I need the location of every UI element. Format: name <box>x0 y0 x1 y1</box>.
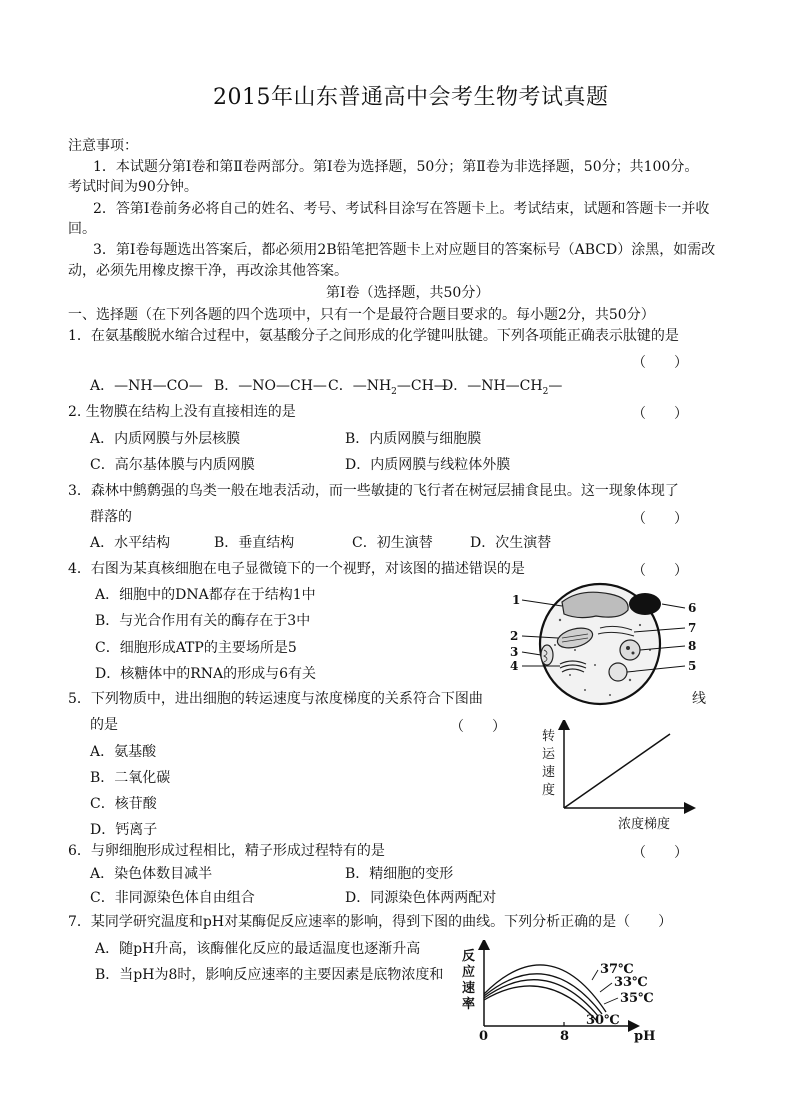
curve-label-33c: 33℃ <box>614 975 648 990</box>
q5-answer-paren: （ ） <box>450 719 506 735</box>
enzyme-rate-chart <box>458 940 658 1044</box>
q1-answer-paren: （ ） <box>632 355 688 371</box>
y-label-char-4: 率 <box>462 997 476 1012</box>
cell-micrograph-diagram <box>500 580 700 708</box>
q5-stem: 5．下列物质中，进出细胞的转运速度与浓度梯度的关系符合下图曲 <box>68 691 483 707</box>
y-label-char-2: 运 <box>542 747 556 762</box>
q1-option-b: B．—NO—CH— <box>214 378 327 394</box>
y-label-char-4: 度 <box>542 783 556 798</box>
q2-option-c: C．高尔基体膜与内质网膜 <box>90 457 255 473</box>
q3-option-c: C．初生演替 <box>352 535 433 551</box>
q3-option-d: D．次生演替 <box>470 535 552 551</box>
q6-stem: 6．与卵细胞形成过程相比，精子形成过程特有的是 <box>68 843 385 859</box>
q3-answer-paren: （ ） <box>632 511 688 527</box>
y-label-char-2: 应 <box>462 965 476 980</box>
q1-option-c: C．$—NH_2—CH—$ <box>328 378 448 397</box>
x-tick-label-0: 0 <box>479 1029 489 1044</box>
q3-option-b: B．垂直结构 <box>214 535 295 551</box>
q6-option-c: C．非同源染色体自由组合 <box>90 890 255 906</box>
q6-option-a: A．染色体数目减半 <box>90 866 213 882</box>
q4-option-d: D．核糖体中的RNA的形成与6有关 <box>95 666 317 682</box>
cell-label-1: 1 <box>512 593 521 607</box>
curve-label-37c: 37℃ <box>600 962 634 977</box>
q3-option-a: A．水平结构 <box>90 535 171 551</box>
y-label-char-1: 转 <box>542 729 556 744</box>
q6-option-d: D．同源染色体两两配对 <box>345 890 497 906</box>
q7-option-b: B．当pH为8时，影响反应速率的主要因素是底物浓度和 <box>95 967 444 983</box>
q7-option-a: A．随pH升高，该酶催化反应的最适温度也逐渐升高 <box>95 941 421 957</box>
y-label-char-1: 反 <box>462 949 476 964</box>
y-label-char-3: 速 <box>462 981 476 996</box>
q5-option-a: A．氨基酸 <box>90 744 157 760</box>
q5-option-b: B．二氧化碳 <box>90 770 171 786</box>
q5-option-d: D．钙离子 <box>90 822 158 838</box>
notice-item-2-cont: 回。 <box>68 221 96 237</box>
cell-label-5: 5 <box>688 659 697 673</box>
cell-label-2: 2 <box>510 629 519 643</box>
series-line <box>564 734 670 808</box>
q2-stem: 2. 生物膜在结构上没有直接相连的是 <box>68 404 296 420</box>
q5-option-c: C．核苷酸 <box>90 796 157 812</box>
notice-item-1: 1．本试题分第Ⅰ卷和第Ⅱ卷两部分。第Ⅰ卷为选择题，50分；第Ⅱ卷为非选择题，50分；共100分。 <box>93 159 699 175</box>
q3-stem-cont: 群落的 <box>90 509 132 525</box>
x-tick-label-8: 8 <box>560 1029 570 1044</box>
q3-stem: 3．森林中鹪鹩强的鸟类一般在地表活动，而一些敏捷的飞行者在树冠层捕食昆虫。这一现象体现了 <box>68 483 679 499</box>
page-title: 2015年山东普通高中会考生物考试真题 <box>213 85 609 110</box>
q2-option-d: D．内质网膜与线粒体外膜 <box>345 457 511 473</box>
q4-answer-paren: （ ） <box>632 563 688 579</box>
cell-label-4: 4 <box>510 659 519 673</box>
q4-stem: 4．右图为某真核细胞在电子显微镜下的一个视野，对该图的描述错误的是 <box>68 561 525 577</box>
q1-option-d: D．$—NH—CH_2—$ <box>442 378 563 397</box>
transport-rate-chart <box>530 720 710 832</box>
cell-label-7: 7 <box>688 621 697 635</box>
notice-heading: 注意事项： <box>68 138 138 154</box>
q2-answer-paren: （ ） <box>632 406 688 422</box>
q2-option-a: A．内质网膜与外层核膜 <box>90 431 241 447</box>
curve-label-35c: 35℃ <box>620 991 654 1006</box>
y-label-char-3: 速 <box>542 765 556 780</box>
q7-stem: 7．某同学研究温度和pH对某酶促反应速率的影响，得到下图的曲线。下列分析正确的是（ ） <box>68 914 673 930</box>
notice-item-2: 2．答第Ⅰ卷前务必将自己的姓名、考号、考试科目涂写在答题卡上。考试结束，试题和答题卡一并收 <box>93 201 710 217</box>
curve-35c <box>484 980 598 1016</box>
q1-option-a: A．—NH—CO— <box>90 378 203 394</box>
section-intro: 一、选择题（在下列各题的四个选项中，只有一个是最符合题目要求的。每小题2分，共50分） <box>68 307 655 323</box>
q4-option-c: C．细胞形成ATP的主要场所是5 <box>95 640 297 656</box>
curve-label-30c: 30℃ <box>586 1013 620 1028</box>
q5-stem-end: 线 <box>692 691 706 707</box>
x-axis-label: pH <box>634 1029 656 1044</box>
q1-stem: 1．在氨基酸脱水缩合过程中，氨基酸分子之间形成的化学键叫肽键。下列各项能正确表示肽键的是 <box>68 328 679 344</box>
notice-item-3-cont: 动，必须先用橡皮擦干净，再改涂其他答案。 <box>68 263 348 279</box>
q4-option-b: B．与光合作用有关的酶存在于3中 <box>95 613 311 629</box>
q4-option-a: A．细胞中的DNA都存在于结构1中 <box>95 587 316 603</box>
cell-label-6: 6 <box>688 601 697 615</box>
notice-item-1-cont: 考试时间为90分钟。 <box>68 179 198 195</box>
q5-stem-cont: 的是 <box>90 717 118 733</box>
q6-option-b: B．精细胞的变形 <box>345 866 454 882</box>
q2-option-b: B．内质网膜与细胞膜 <box>345 431 482 447</box>
cell-label-3: 3 <box>510 645 519 659</box>
q6-answer-paren: （ ） <box>632 845 688 861</box>
x-axis-label: 浓度梯度 <box>618 817 671 832</box>
notice-item-3: 3．第Ⅰ卷每题选出答案后，都必须用2B铅笔把答题卡上对应题目的答案标号（ABCD）涂黑，如需改 <box>93 242 716 258</box>
section-title: 第Ⅰ卷（选择题，共50分） <box>326 285 490 301</box>
cell-label-8: 8 <box>688 639 697 653</box>
